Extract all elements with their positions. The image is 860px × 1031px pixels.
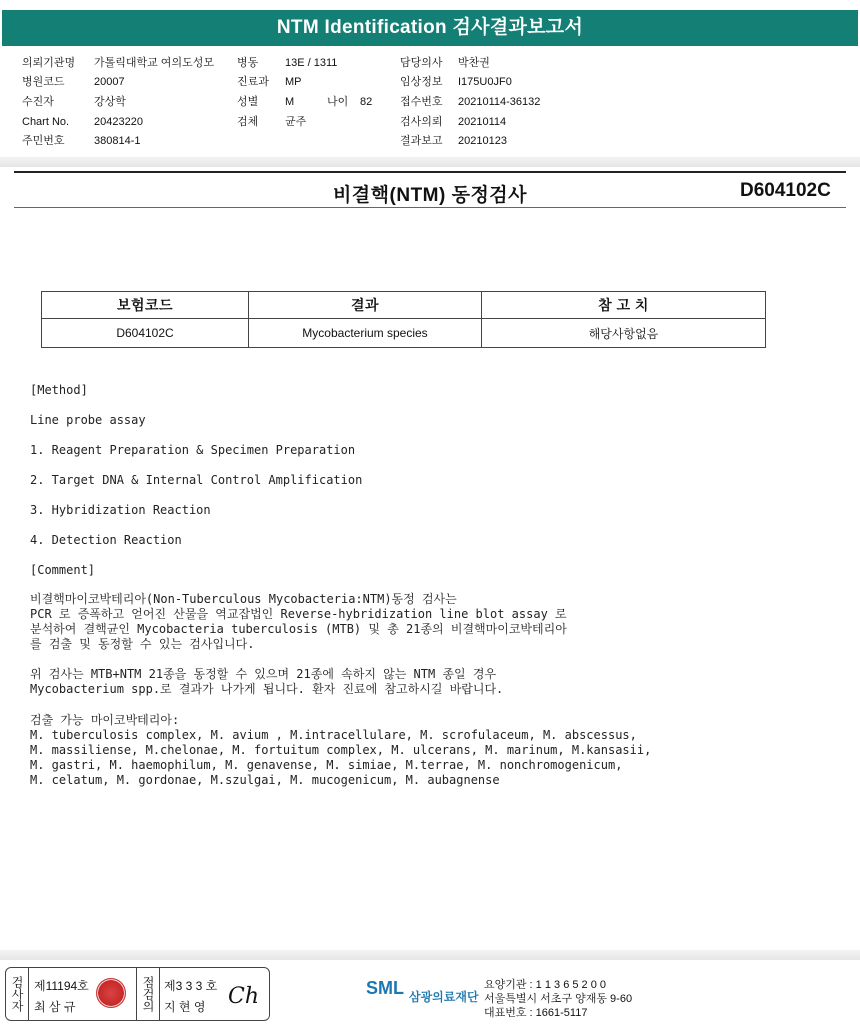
specimen-value: 균주 — [285, 116, 307, 128]
comment-line: Mycobacterium spp.로 결과가 나가게 됩니다. 환자 진료에 참고하시길 바랍니다. — [30, 682, 504, 696]
age-label: 나이 — [327, 96, 349, 108]
method-heading: [Method] — [30, 383, 88, 397]
header-insurance-code: 보험코드 — [42, 292, 249, 319]
receipt-value: 20210114-36132 — [458, 96, 541, 108]
examiner-label-text: 검사자 — [10, 976, 24, 1012]
sml-logo: SML — [366, 978, 404, 998]
doctor-value: 박찬권 — [458, 57, 490, 69]
patient-value: 강상학 — [94, 96, 126, 108]
examiner-number: 제11194호 — [34, 979, 89, 993]
comment-line: 비결핵마이코박테리아(Non-Tuberculous Mycobacteria:NTM)동정 검사는 — [30, 592, 457, 606]
comment-line: 검출 가능 마이코박테리아: — [30, 713, 180, 727]
report-title: NTM Identification 검사결과보고서 — [2, 10, 858, 46]
comment-line: 위 검사는 MTB+NTM 21종을 동정할 수 있으며 21종에 속하지 않는 NTM 종일 경우 — [30, 667, 497, 681]
receipt-label: 접수번호 — [400, 96, 443, 108]
id-value: 380814-1 — [94, 135, 141, 147]
method-step: 3. Hybridization Reaction — [30, 503, 211, 517]
comment-line: M. massiliense, M.chelonae, M. fortuitum complex, M. ulcerans, M. marinum, M.kansasii, — [30, 743, 652, 757]
id-label: 주민번호 — [22, 135, 65, 147]
chart-value: 20423220 — [94, 116, 143, 128]
report-value: 20210123 — [458, 135, 507, 147]
chart-label: Chart No. — [22, 116, 70, 128]
patient-label: 수진자 — [22, 96, 54, 108]
reviewer-number: 제3 3 3 호 — [164, 979, 218, 993]
specimen-label: 검체 — [237, 116, 259, 128]
header-reference: 참 고 치 — [482, 292, 766, 319]
seal-stamp-icon — [96, 978, 126, 1008]
clinical-label: 임상정보 — [400, 76, 443, 88]
reviewer-label-text: 점검의 — [141, 976, 155, 1012]
method-name: Line probe assay — [30, 413, 146, 427]
request-label: 검사의뢰 — [400, 116, 443, 128]
comment-line: M. celatum, M. gordonae, M.szulgai, M. mucogenicum, M. aubagnense — [30, 773, 500, 787]
header-result: 결과 — [249, 292, 482, 319]
ward-value: 13E / 1311 — [285, 57, 338, 69]
result-table — [41, 291, 766, 348]
method-step: 2. Target DNA & Internal Control Amplification — [30, 473, 363, 487]
lab-phone: 대표번호 : 1661-5117 — [484, 1007, 588, 1019]
comment-line: 분석하여 결핵균인 Mycobacteria tuberculosis (MTB) 및 총 21종의 비결핵마이코박테리아 — [30, 622, 567, 636]
clinical-value: I175U0JF0 — [458, 76, 512, 88]
institution-value: 가톨릭대학교 여의도성모 — [94, 57, 214, 69]
comment-line: PCR 로 증폭하고 얻어진 산물을 역교잡법인 Reverse-hybridization line blot assay 로 — [30, 607, 567, 621]
reviewer-name: 지 현 영 — [164, 1000, 206, 1014]
comment-line: M. gastri, M. haemophilum, M. genavense, M. simiae, M.terrae, M. nonchromogenicum, — [30, 758, 623, 772]
signature: Ch — [228, 984, 260, 1009]
test-code: D604102C — [740, 180, 831, 201]
footer-divider — [0, 950, 860, 960]
signature-box — [5, 967, 270, 1021]
title-underline — [14, 207, 846, 208]
foundation-name: 삼광의료재단 — [409, 990, 479, 1004]
box-divider — [159, 968, 160, 1020]
institution-label: 의뢰기관명 — [22, 57, 76, 69]
dept-value: MP — [285, 76, 302, 88]
method-step: 4. Detection Reaction — [30, 533, 182, 547]
hospital-code-label: 병원코드 — [22, 76, 65, 88]
dept-label: 진료과 — [237, 76, 269, 88]
table-row — [42, 319, 766, 348]
ward-label: 병동 — [237, 57, 259, 69]
method-step: 1. Reagent Preparation & Specimen Preparation — [30, 443, 356, 457]
age-value: 82 — [360, 96, 373, 108]
lab-address: 서울특별시 서초구 양재동 9-60 — [484, 993, 633, 1005]
sex-label: 성별 — [237, 96, 259, 108]
top-rule — [14, 171, 846, 173]
box-divider — [28, 968, 29, 1020]
cell-result: Mycobacterium species — [249, 319, 482, 348]
comment-line: M. tuberculosis complex, M. avium , M.intracellulare, M. scrofulaceum, M. abscessus, — [30, 728, 637, 742]
doctor-label: 담당의사 — [400, 57, 443, 69]
lab-code: 요양기관 : 1 1 3 6 5 2 0 0 — [484, 979, 607, 991]
section-divider — [0, 157, 860, 167]
examiner-label — [6, 968, 28, 1020]
comment-line: 를 검출 및 동정할 수 있는 검사입니다. — [30, 637, 255, 651]
cell-reference: 해당사항없음 — [482, 319, 766, 348]
request-value: 20210114 — [458, 116, 507, 128]
cell-insurance-code: D604102C — [42, 319, 249, 348]
sex-value: M — [285, 96, 295, 108]
test-title: 비결핵(NTM) 동정검사 — [332, 185, 528, 206]
hospital-code-value: 20007 — [94, 76, 125, 88]
report-label: 결과보고 — [400, 135, 443, 147]
comment-heading: [Comment] — [30, 563, 96, 577]
examiner-name: 최 삼 규 — [34, 1000, 76, 1014]
table-header-row — [42, 292, 766, 319]
reviewer-label — [137, 968, 159, 1020]
